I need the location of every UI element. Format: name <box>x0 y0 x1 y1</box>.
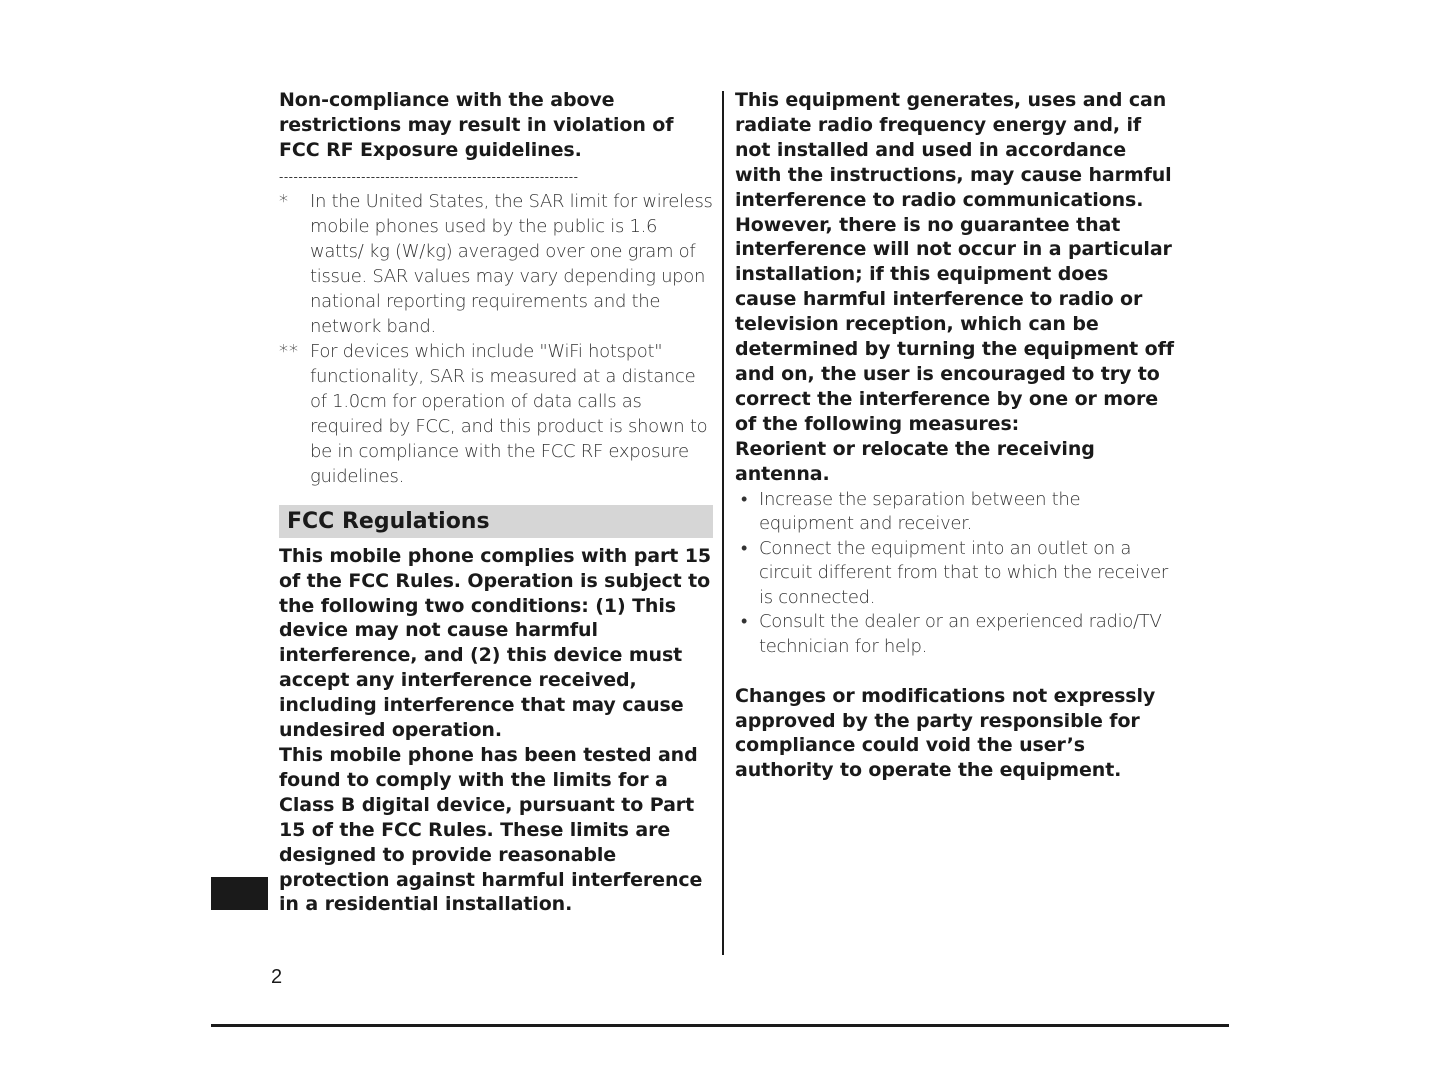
column-divider <box>722 91 724 955</box>
bullet-icon: • <box>741 488 748 510</box>
note-text: In the United States, the SAR limit for wireless mobile phones used by the public is 1.6 watts/ kg (W/kg) averaged over one gram of tissue. SAR values may vary depending upon national reporting requirements and the network band. <box>310 190 713 337</box>
list-item <box>735 610 1175 659</box>
bullet-icon: • <box>741 611 748 633</box>
list-item-text: Connect the equipment into an outlet on a circuit different from that to which the receiver is connected. <box>759 537 1169 608</box>
fcc-part-15-paragraph: This mobile phone complies with part 15 of the FCC Rules. Operation is subject to the following two conditions: (1) This device may not cause harmful interference, and (2) this device must accept any interference received, including interference that may cause undesired operation. <box>279 544 711 742</box>
note-marker: ** <box>279 340 299 362</box>
wifi-hotspot-note <box>279 339 715 489</box>
note-text: For devices which include "WiFi hotspot" functionality, SAR is measured at a distance of 1.0cm for operation of data calls as required by FCC, and this product is shown to be in compliance with the FCC RF exposure guidelines. <box>310 340 708 487</box>
section-heading-fcc-regulations: FCC Regulations <box>279 505 713 538</box>
separator-dashes: -------------------------------------------------------------- <box>279 170 579 183</box>
bullet-icon: • <box>741 537 748 559</box>
measures-list <box>735 488 1175 660</box>
page-edge-tab <box>211 877 268 910</box>
sar-note <box>279 189 715 339</box>
list-item <box>735 488 1175 537</box>
interference-paragraph: This equipment generates, uses and can radiate radio frequency energy and, if not installed and used in accordance with the instructions, may cause harmful interference to radio communications. However, there is no guarantee that interference will not occur in a particular installation; if this equipment does cause harmful interference to radio or television reception, which can be determined by turning the equipment off and on, the user is encouraged to try to correct the interference by one or more of the following measures: <box>735 89 1174 435</box>
modifications-warning: Changes or modifications not expressly approved by the party responsible for compliance could void the user’s authority to operate the equipment. <box>735 684 1156 782</box>
list-item-text: Increase the separation between the equipment and receiver. <box>759 488 1081 535</box>
list-item <box>735 537 1175 611</box>
right-column <box>735 88 1175 783</box>
compliance-intro: Non-compliance with the above restrictions may result in violation of FCC RF Exposure guidelines. <box>279 89 674 161</box>
note-marker: * <box>279 190 289 212</box>
footer-rule <box>211 1024 1229 1027</box>
sar-notes <box>279 189 715 489</box>
page-number: 2 <box>271 966 283 988</box>
list-item-text: Consult the dealer or an experienced radio/TV technician for help. <box>759 611 1162 658</box>
left-column <box>279 88 715 917</box>
reorient-antenna-measure: Reorient or relocate the receiving antenna. <box>735 437 1095 485</box>
class-b-paragraph: This mobile phone has been tested and found to comply with the limits for a Class B digital device, pursuant to Part 15 of the FCC Rules. These limits are designed to provide reasonable protection against harmful interference in a residential installation. <box>279 743 703 916</box>
